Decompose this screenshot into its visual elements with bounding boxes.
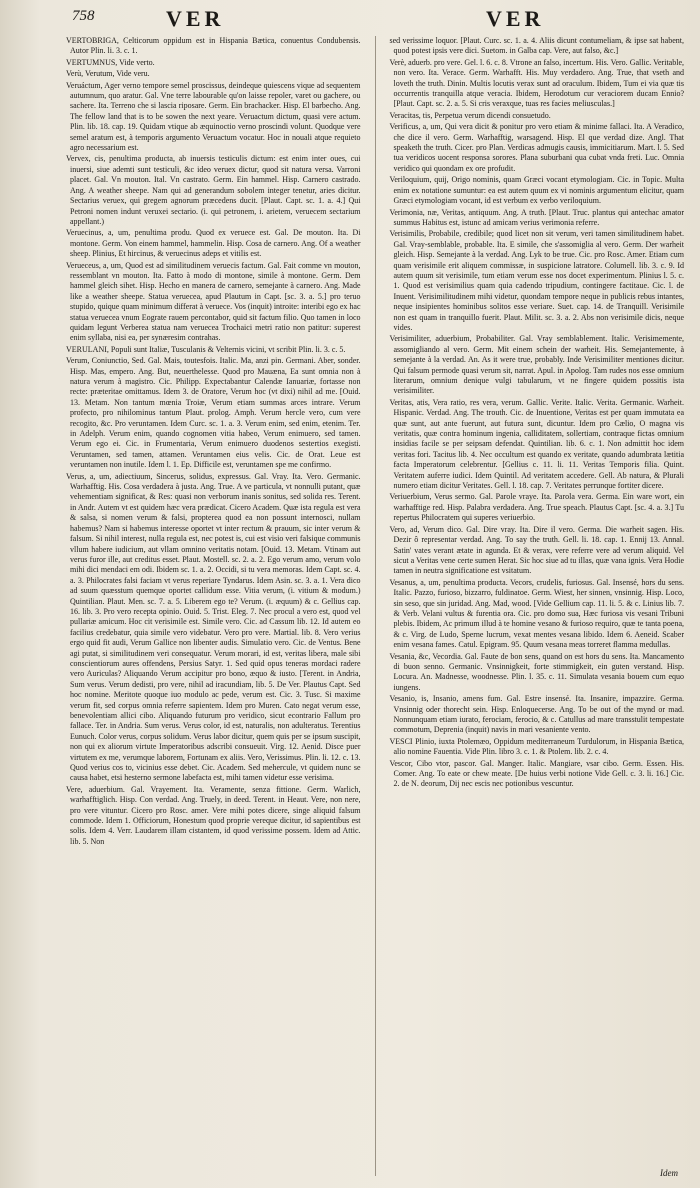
entry: Verum, Coniunctio, Sed. Gal. Mais, toutesfois. Italic. Ma, anzi pin. Germani. Aber, sonder. Hisp. Mas, empero. Ang. But, neuerthelesse. Quod pro Mauæna, Ea sunt omnia non à natura verum à magistro. Cic. Philipp. Expectabantur Calendæ Ianuariæ, fortasse non recte: præteritae omittamus. Idem 3. de Oratore, Verum hoc (vt dixi) nihil ad me. [Ouid. 13. Metam. Non tantum mœnia Troiæ, Verum etiam summas arces intrare. Verum profecto, pro nihilominus tantum Plaut. prolog. Amph. Verum hercle vero, cum vere recogito, &c. Pro veruntamen. Idem Curc. sc. 1. a. 3. Verum enim, sed enim, etenim. Ter. in Adelph. Verum enim, quando cognomen vitia habeo, Verum enimuero, sed tamen. Verum ego ei. Cic. in Frumentaria, Verum enimuero duodenos sestertios exegisti. Veruntamen, sed tamen, attamen. Veruntamen eius velis. Cic. de Orat. Leue est veruntamen non inutile. Idem l. 1. Ep. Difficile est, veruntamen spe me confirmo. bbox=[66, 356, 361, 470]
entry: Vere, aduerbium. Gal. Vrayement. Ita. Veramente, senza fittione. Germ. Warlich, warhafftiglich. Hisp. Con verdad. Ang. Truely, in deed. Terent. in Heaut. Vere, non nere, pro vere vituntur. Cicero pro Rosc. amer. Vere mihi potes dicere, singe aliquid falsum commode. Idem 1. Officiorum, Honestum quod proprie vereque dicitur, id sapientibus est solis. Idem 4. Verr. Laudarem illam cistantem, id quod verissime possem. Idem ad Attic. lib. 5. Non bbox=[66, 784, 361, 846]
entry: Vervex, cis, penultima producta, ab inuersis testiculis dictum: est enim inter oues, cui inuersi, siue ademti sunt testiculi, &c ideo veruex dictur, quod sit natura versa. Varroni placet. Gal. Vn mouton. Ital. Vn castrato. Germ. Ein hammel. Hisp. Carnero castrado. Ang. A weather sheepe. Nam qui ad generandum sobolem integer tenetur, aries dicitur. Sectarius veruex, qui gregem agnorum præcedens ducit. [Plaut. Capt. sc. 1. a. 4.] Qui Petroni nomen indunt veruxei sectario. (i. qui petronem, i. arietem, veruecem sectarium appellant.) bbox=[66, 154, 361, 226]
entry: Verè, aduerb. pro vere. Gel. l. 6. c. 8. Vtrone an falso, incertum. His. Vero. Gallic. Veritable, non vero. Ita. Verace. Germ. Warhafft. His. Muy verdadero. Ang. True, that vseth and loveth the truth. Dinin. Multis locutis verax sunt ad oraculum. Ibidem, Tum ei via quæ tis occurrentis tranquilla atque veracia. Ibidem, Herodotum cur veraciorem ducam Ennio? [Plaut. Capt. sc. 2. a. 5. Si cris veraxque, tuas res facies meliusculas.] bbox=[389, 57, 684, 109]
entry: Veruáctum, Ager verno tempore semel proscissus, deindeque quiescens vique ad sequentem autumnum, quo aratur. Gal. Vne terre labourable qu'on laisse repoler, varet ou gachere, ou sachere. Ita. Terreno che si lascia riposare. Germ. Ein brachacker. Hisp. El barbecho. Ang. The fellow land that is to be sowen the next yeare. Veruactum dictum, quasi vere actum. Plin. lib. 18. cap. 19. Quidam vtique ab æquinoctio verno proscindi volunt. Quodque vere semel aratum est, à temporis argumento Veruactum vocatur. Hoc in nouali atque requieto agro necessarium est. bbox=[66, 80, 361, 153]
entry: Vesanus, a, um, penultima producta. Vecors, crudelis, furiosus. Gal. Insensé, hors du sens. Italic. Pazzo, furioso, bizzarro, fuldinatoe. Germ. Wiest, her sinnen, vnsinnig. Hisp. Loco, sin seso, que sin juridad. Ang. Mad, wood. [Vide Gellium cap. 11. li. 5. & c. Linius lib. 7. & Verb. Velani vultus & furentia ora. Cic. pro domo sua, Hæc furiosa vis vesani Tribuni plebis. Ibidem, Ac primum illud à te homine vesano & furioso requiro, quæ te tanta poena, & c. Virg. de Ludo, Sperne lucrum, vexat mentes vesana libido. Idem 6. Aeneid. Scaber enim vesana fames. Catul. Epigram. 95. Quum vesana meas torreret flamma medullas. bbox=[389, 577, 684, 650]
entry: Veruecinus, a, um, penultima produ. Quod ex veruece est. Gal. De mouton. Ita. Di montone. Germ. Von einem hammel, hammelin. Hisp. Cosa de carnero. Ang. Of a weather sheep. Plinius, Et hircinus, & veruecinus adeps et vitilis est. bbox=[66, 228, 361, 259]
column-divider bbox=[375, 36, 376, 1176]
entry: Verù, Verutum, Vide veru. bbox=[66, 69, 150, 79]
entry: VERTUMNUS, Vide verto. bbox=[66, 57, 155, 67]
entry: Verimonia, næ, Veritas, antiquum. Ang. A truth. [Plaut. Truc. plantus qui antechac amator summus Habitus est, istunc ad amicam verius verimonia referre. bbox=[389, 207, 684, 227]
entry: Verueceus, a, um, Quod est ad similitudinem veruecis factum. Gal. Fait comme vn mouton, ressemblant vn mouton. Ita. Fatto à modo di montone, simile à montone. Germ. Dem hammel gleich sihet. Hisp. Hecho en manera de carnero, semejante à carnero. Ang. Made like a weather sheepe. Statua veruecea, apud Plautum in Capt. [sc. 3. a. 5.] pro teruo stupido, quique quam minimum differat à veruece. Vos (inquit) introite: interibi ego ex hac statua veruecea vnum Eograte rauem percontabor, quid sit factum filio. Quo tamen in loco quidam legunt Verberea statua nam veruecea Trochaici metri ratio non patitur: superest enim syllaba, nisi ea, per synæresim contrahas. bbox=[66, 260, 361, 343]
entry: sed verissime loquor. [Plaut. Curc. sc. 1. a. 4. Aliis dicunt contumeliam, & ipse sat habent, quod potest ipsis vere dici. Suetom. in Galba cap. Vere, aut falso, &c.] bbox=[389, 36, 684, 56]
left-column bbox=[66, 36, 361, 1176]
entry: Veracitas, tis, Perpetua verum dicendi consuetudo. bbox=[389, 110, 551, 120]
entry: Verus, a, um, adiectiuum, Sincerus, solidus, expressus. Gal. Vray. Ita. Vero. Germanic. Warhafftig. His. Cosa verdadera à justa. Ang. True. A ve particula, vt nonnulli putant, quæ vehementiam significat, & Res: quasi non verborum inanis sonitus, sed solida res. Terent. in Andr. Autem vt est quidem hæc vera prædicat. Cicero Academ. Quæ ista regula est vera & salsa, si nomen verum & falsi, propterea quod ea non possunt internosci, nullam habemus? Nam si habemus interesse oportet vt inter rectum & prauum, sic inter verum & falsum. Si nihil interest, nulla regula est, nec potest is, cui est visio veri falsique communis vllum habere iudicium, aut vllam omnino veritatis notam. [Ouid. 13. Metam. Vtinam aut verus furor ille, aut creditus esset. Plaut. Mostell. sc. 2. a. 2. Ego verum amo, verum volo mihi dici mendaci em odi. Ibidem sc. 1. a. 2. Occidi, si tu vera memoras. Idem Capt. sc. 4. a. 3. Philocrates falsi faciam vt verus reperiare Tyndarus. Idem Asin. sc. 3. a. 1. Vera dico ad suum quæsstum quemque oportet callidum esse. Vitia verum, (i. vitium & modum.) Quintilian. Plaut. Men. sc. 7. a. 5. Liberem ego te? Verum. (i. æquum) & c. Gellius cap. 16. lib. 3. Pro vero recepta opinio. Ouid. 5. Trist. Eleg. 7. Nec procul a vero est, quod vel pullariæ amicum. Hoc cit verisimile est. Simile vero. Cic. ad Cassum lib. 12. Id autem eo facilius credebatur, quia simile vero videbatur. Vero pro vere. Martial. lib. 8. Vero verius ergo quid fit audi, Verum Gallice non libenter audis. Simulatio vero. Cic. de Ventus. Bene agi putat, si similitudinem veri consequatur. Verum morari, id est, veritas libera, male sibi conscientiorum aures offendens, Persius Satyr. 1. Sed quid opus teneras mordaci radere vero Auriculas? Aliquando Verum accipitur pro bono, æquo & iusto. [Terent. in Andria, Sum verus. Verum dedisti, pro vere, nihil ad iracundiam, lib. 5. De Ver. Plautus Capt. Sed hoc nomine. Meritote quoque iuo modulo ac pede, verum est. Cic. 3. Tusc. Si maxime verum fit, sed corpus omnia referre sapientem. Idem pro Muren. Cato negat verum esse, benevolentiam allici cibo. Aliquando futurum pro veridico, sicut econtrario Fallum pro fallace. Ter. in Andria. Sum verus. Verus color, id est, naturalis, non adulteratus. Terentius Eunuch. Color verus, corpus solidum. Verus labor dicitur, quem quis per se ipsum suscipit, non qui ex aliorum virtute Imperatoribus adscribi consueuit. Virg. 12. Aenid. Disce puer virtutem ex me, verumque laborem, Fortunam ex aliis. Vero, Verissimus. Plin. li. 12. c. 13. Quod verius cos to, vicinius esse debet. Cic. Academ. Sed mehercule, vt quidem nunc se causa habet, etsi hesterno sermone labefacta est, mihi tamen videtur esse verisima. bbox=[66, 471, 361, 783]
running-head-left: VER bbox=[166, 6, 225, 31]
entry: Veriloquium, quij, Origo nominis, quam Græci vocant etymologiam. Cic. in Topic. Multa enim ex notatione sumuntur: ea est autem quum ex vi nominis argumentum elicitur, quam Græci etymologiam vocant, id est verbum ex verbo veriloquium. bbox=[389, 175, 684, 206]
entry: Vescor, Cibo vtor, pascor. Gal. Manger. Italic. Mangiare, vsar cibo. Germ. Essen. His. Comer. Ang. To eate or chew meate. [De huius verbi notione Vide Gell. c. 3. li. 16.] Cic. 2. de N. deorum, Dij nec escis nec potionibus vescuntur. bbox=[389, 758, 684, 789]
running-head-right: VER bbox=[486, 6, 545, 31]
entry: Vero, ad, Verum dico. Gal. Dire vray. Ita. Dire il vero. Germa. Die warheit sagen. His. Dezir ô representar verdad. Ang. To say the truth. Gell. li. 18. cap. 1. Ennij 13. Annal. Satin' vates verant ætate in agunda. Et & verax, vere referre vere ad verum aliquid. Vel sicut a Veritas vene certe sumen Herat. Sic hoc siue ad tu illas, quæ vana ignis. Vera Hodie tamen in neutra significatione est vsitatum. bbox=[389, 524, 684, 576]
catchword: Idem bbox=[660, 1168, 678, 1178]
entry: Verisimiliter, aduerbium, Probabiliter. Gal. Vray semblablement. Italic. Verisimemente, assomigliando al vero. Germ. Mit einem schein der warheit. His. Semejantemente, à semejante à la verdad. An. As it were true, probably. Inde Verisimiliter mentiones dicitur. Qui falsum permode quasi verum sit, narrat. Apul. in Apolog. Tam rudes nos esse omnium literarum, omnium denique vulgi tabularum, vt ne fingere quidem possitis ista verisimiliter. bbox=[389, 334, 684, 396]
text-columns bbox=[66, 36, 684, 1176]
entry: Verisimilis, Probabile, credibile; quod licet non sit verum, veri tamen similitudinem habet. Gal. Vray-semblable, probable. Ita. E simile, che s'assomiglia al vero. Germ. Der warheit gleich. Hisp. Semejante à la verdad. Ang. Lyk to be true. Cic. pro Rosc. Amer. Etiam cum quam verisimile erit aliquem commissæ, in suspicione latratore. Columell. lib. 3. c. 9. Id autem quum sit verisimile, tum etiam verum esse nos docet experimentum. Plinius l. 5. c. 1. Quod est verisimilius quam quia cadendo tripudium, contingere factitaue. Cic. l. de Inuent. Verisimilitudinem mihi videtur, quondam tempore neque in publicis rebus intantes, neque insipientes hominibus solitos esse veriare. Suet. cap. 14. de Tranquill. Verisimile non est quam in tranquillo fuerit. Plaut. Milit. sc. 3. a. 2. Abs non verisimile dicis, neque vides. bbox=[389, 229, 684, 332]
entry: VERTOBRIGA, Celticorum oppidum est in Hispania Bætica, conuentus Condubensis. Autor Plin. li. 3. c. 1. bbox=[66, 36, 361, 56]
entry: VERULANI, Populi sunt Italiæ, Tusculanis & Velternis vicini, vt scribit Plin. li. 3. c. 5. bbox=[66, 344, 346, 354]
entry: VESCI Plinio, iuxta Ptolemæo, Oppidum mediterraneum Turdulorum, in Hispania Bætica, alio nomine Fauentia. Vide Plin. libro 3. c. 1. & Ptolem. lib. 2. c. 4. bbox=[389, 736, 684, 757]
entry: Verificus, a, um, Qui vera dicit & ponitur pro vero etiam & minime fallaci. Ita. A Veradico, che dice il vero. Germ. Warhafftig, warsagend. Hisp. El que verdad dize. Angl. That speaketh the truth. Cicer. pro Plan. Verdicas admugis causis, immicitiarum. Mart. l. 5. Sed tua veridicos uocent responsa sorores. Plana suburbani qua cubat vnda freti. Luc. Omnia veridico qui quondam ex ore profudit. bbox=[389, 122, 684, 173]
entry: Veritas, atis, Vera ratio, res vera, verum. Gallic. Verite. Italic. Verita. Germanic. Warheit. Hispanic. Verdad. Ang. The trouth. Cic. de Inuentione, Veritas est per quam immutata ea quæ sunt, aut ante fuerunt, aut futura sunt, dicuntur. Idem pro Cælio, O magna vis veritatis, quæ contra hominum ingenia, calliditatem, sollertiam, contraque fictas omnium insidias facile se per seipsam defendat. Quintilian. lib. 6. c. 1. Non admittit hoc idem veritas fori. Tacitus lib. 4. Nec occultum est quando ex veritate, quando adumbrata lætitia facta Imperatorum celebrentur. [Gellius c. 11. li. 11. Veritas Temporis filia. Quint. Veritatem auferre iudici. Idem Quintil. Ad veritatem accedere. Gell. Ab natura, & Plurali numero etiam dicitur Veritates. Gell. l. 18. cap. 7. Veritates perrunque fortiter dicere. bbox=[389, 397, 684, 491]
entry: Vesanio, is, Insanio, amens fum. Gal. Estre insensé. Ita. Insanire, impazzire. Germa. Vnsinnig oder thorecht sein. Hisp. Enloquecerse. Ang. To be out of the mynd or mad. Nonnunquam etiam iurato, ferociam, ferocio, & c. Catullus ad mare transstulit tempestate commotum, Deprenia (inquit) navis in mari vesaniente vento. bbox=[389, 694, 684, 735]
page-header bbox=[66, 6, 684, 36]
entry: Veriuerbium, Verus sermo. Gal. Parole vraye. Ita. Parola vera. Germa. Ein ware wort, ein warhafftige red. Hisp. Palabra verdadera. Ang. True speach. Plautus Capt. [sc. 4. a. 3.] Tu repertus Philocratem qui superes veriuerbio. bbox=[389, 492, 684, 523]
right-column bbox=[389, 36, 684, 1176]
page-number: 758 bbox=[72, 8, 95, 24]
entry: Vesania, &c, Vecordia. Gal. Faute de bon sens, quand on est hors du sens. Ita. Mancamento di buon senno. Germanic. Vnsinnigkeit, forte stimmigkeit, ein guten verstand. Hisp. Locura. An. Madnesse, woodnesse. Plin. l. 35. c. 11. Simulata vesania bouem cum equo iungens. bbox=[389, 651, 684, 692]
